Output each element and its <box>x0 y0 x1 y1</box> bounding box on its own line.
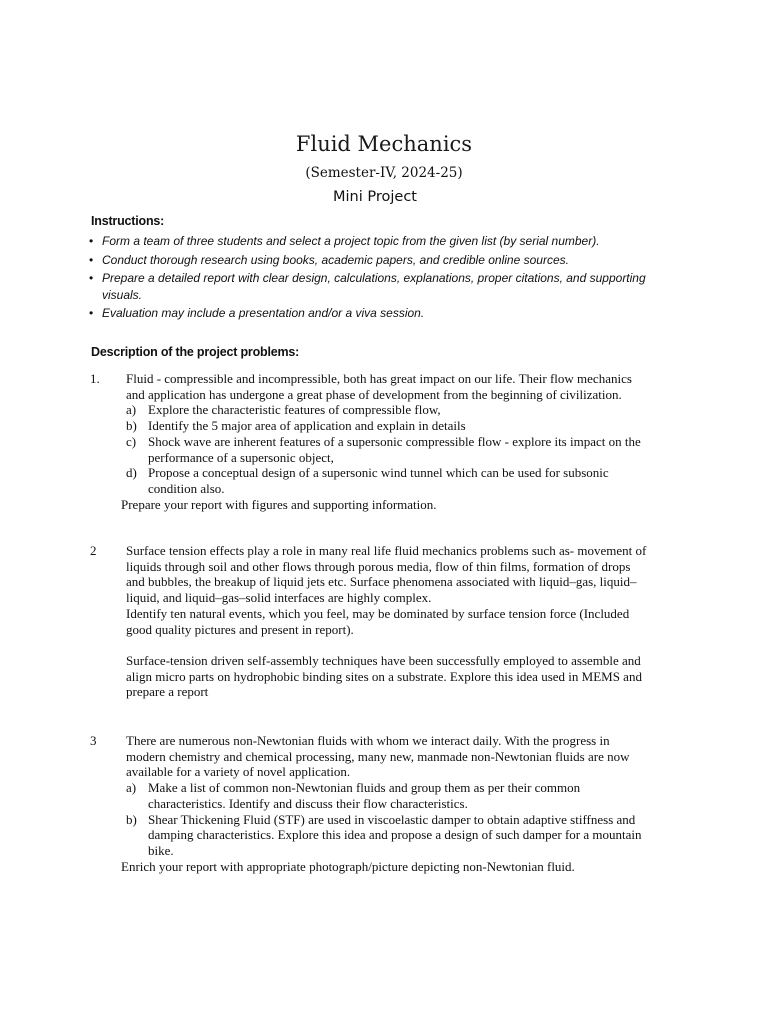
problem-1 <box>90 371 650 512</box>
instruction-item: • Form a team of three students and select a project topic from the given list (by serial number). <box>89 233 649 250</box>
instructions-heading: Instructions: <box>91 214 165 228</box>
subitem-label: a) <box>126 780 137 796</box>
subitem-label: b) <box>126 811 137 827</box>
instruction-item: • Conduct thorough research using books, academic papers, and credible online sources. <box>89 252 649 269</box>
problem-intro: There are numerous non-Newtonian fluids with whom we interact daily. With the progress in modern chemistry and chemical processing, many new, manmade non-Newtonian fluids are now available for a variety of novel application. <box>126 733 630 780</box>
problem-closing: Prepare your report with figures and supporting information. <box>121 496 437 512</box>
problem-intro: Fluid - compressible and incompressible, both has great impact on our life. Their flow mechanics and application has undergone a great phase of development from the beginning of civilization. <box>126 371 632 402</box>
problem-paragraph: Surface tension effects play a role in many real life fluid mechanics problems such as- movement of liquids through soil and other flows through porous media, flow of thin films, formation of drops and bubbles, the breakup of liquid jets etc. Surface phenomena associated with liquid–gas, liquid–liquid, and liquid–gas–solid interfaces are highly complex. <box>126 543 647 606</box>
problem-2 <box>90 543 650 700</box>
subitem <box>126 418 650 434</box>
problem-number: 2 <box>90 543 97 558</box>
problem-closing: Enrich your report with appropriate photograph/picture depicting non-Newtonian fluid. <box>121 858 575 874</box>
problem-3 <box>90 733 650 874</box>
subitem <box>126 780 650 811</box>
problem-body <box>121 733 650 874</box>
subitem-text: Propose a conceptual design of a supersonic wind tunnel which can be used for subsonic condition also. <box>148 465 609 496</box>
problem-number: 1. <box>90 371 100 386</box>
problem-body <box>126 543 650 700</box>
description-heading: Description of the project problems: <box>91 345 300 359</box>
subitem-label: d) <box>126 465 137 481</box>
page-title: Fluid Mechanics <box>295 132 473 156</box>
instructions-list <box>89 233 649 324</box>
problem-paragraph: Identify ten natural events, which you feel, may be dominated by surface tension force (Included good quality pictures and present in report). <box>126 605 630 637</box>
subitem-list <box>126 780 650 859</box>
problem-body <box>121 371 650 512</box>
subitem <box>126 402 650 418</box>
subitem <box>126 465 650 496</box>
subitem <box>126 812 650 859</box>
subitem-label: b) <box>126 418 137 434</box>
page-subtitle: (Semester-IV, 2024-25) <box>305 165 463 181</box>
problem-paragraph: Surface-tension driven self-assembly techniques have been successfully employed to assemble and align micro parts on hydrophobic binding sites on a substrate. Explore this idea used in MEMS and prepare a report <box>126 652 642 700</box>
project-type: Mini Project <box>333 189 417 205</box>
instruction-item: • Prepare a detailed report with clear design, calculations, explanations, proper citations, and supporting visuals. <box>89 270 649 303</box>
subitem-text: Shear Thickening Fluid (STF) are used in viscoelastic damper to obtain adaptive stiffness and damping characteristics. Explore this idea and propose a design of such damper for a mountain bike. <box>148 811 642 858</box>
subitem <box>126 434 650 465</box>
subitem-text: Identify the 5 major area of application and explain in details <box>148 418 466 434</box>
subitem-label: a) <box>126 402 137 418</box>
subitem-text: Shock wave are inherent features of a supersonic compressible flow - explore its impact on the performance of a supersonic object, <box>148 433 641 465</box>
subitem-text: Make a list of common non-Newtonian fluids and group them as per their common characteristics. Identify and discuss their flow characteristics. <box>148 780 581 811</box>
subitem-label: c) <box>126 433 137 449</box>
instruction-item: • Evaluation may include a presentation and/or a viva session. <box>89 305 649 322</box>
subitem-list <box>126 402 650 496</box>
problem-number: 3 <box>90 733 97 748</box>
subitem-text: Explore the characteristic features of compressible flow, <box>148 402 441 418</box>
